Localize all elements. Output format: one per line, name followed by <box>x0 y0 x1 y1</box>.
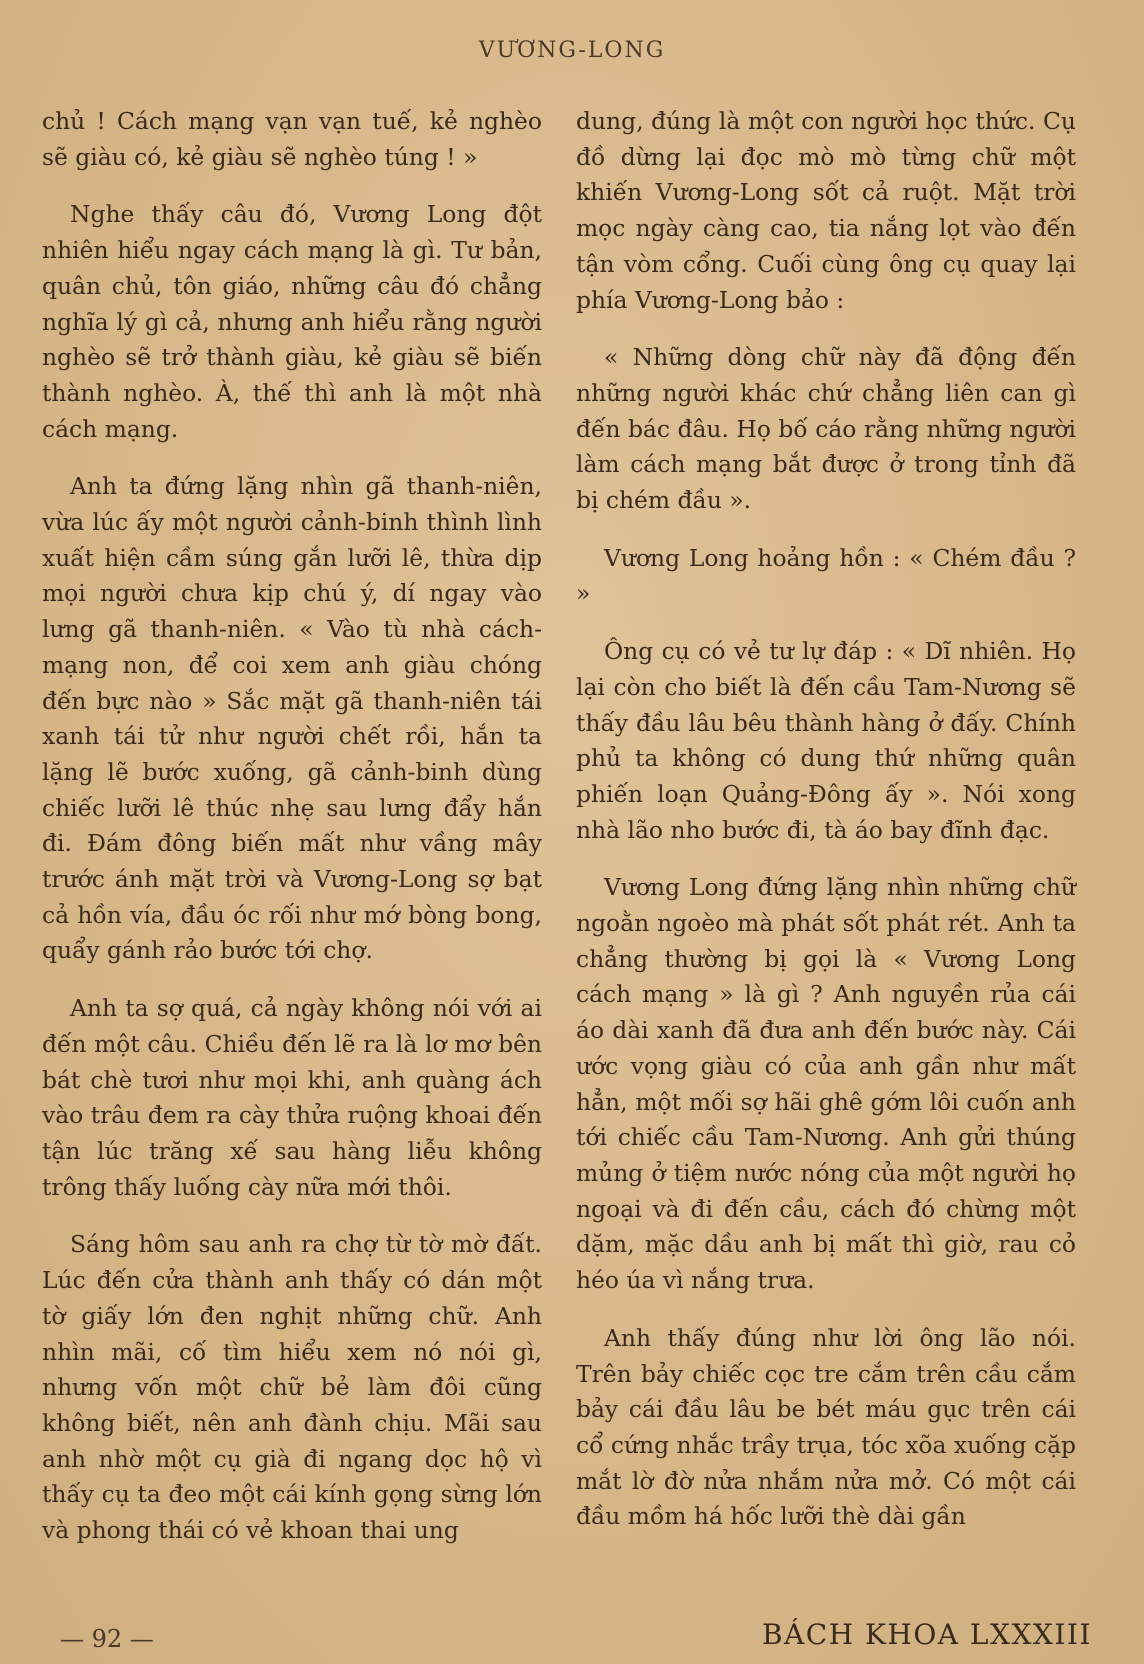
running-title: VƯƠNG-LONG <box>478 38 666 63</box>
paragraph: dung, đúng là một con người học thức. Cụ đồ dừng lại đọc mò mò từng chữ một khiến Vương-Long sốt cả ruột. Mặt trời mọc ngày càng cao, tia nắng lọt vào đến tận vòm cổng. Cuối cùng ông cụ quay lại phía Vương-Long bảo : <box>576 107 1076 314</box>
paragraph: Vương Long đứng lặng nhìn những chữ ngoằn ngoèo mà phát sốt phát rét. Anh ta chẳng thường bị gọi là « Vương Long cách mạng » là gì ? Anh nguyền rủa cái áo dài xanh đã đưa anh đến bước này. Cái ước vọng giàu có của anh gần như mất hẳn, một mối sợ hãi ghê gớm lôi cuốn anh tới chiếc cầu Tam-Nương. Anh gửi thúng mủng ở tiệm nước nóng của một người họ ngoại và đi đến cầu, cách đó chừng một dặm, mặc dầu anh bị mất thì giờ, rau cỏ héo úa vì nắng trưa. <box>576 873 1076 1295</box>
right-column <box>576 104 1076 1557</box>
paragraph: Sáng hôm sau anh ra chợ từ tờ mờ đất. Lúc đến cửa thành anh thấy có dán một tờ giấy lớn đen nghịt những chữ. Anh nhìn mãi, cố tìm hiểu xem nó nói gì, nhưng vốn một chữ bẻ làm đôi cũng không biết, nên anh đành chịu. Mãi sau anh nhờ một cụ già đi ngang dọc hộ vì thấy cụ ta đeo một cái kính gọng sừng lớn và phong thái có vẻ khoan thai ung <box>42 1230 542 1545</box>
journal-name: BÁCH KHOA LXXXIII <box>761 1618 1092 1651</box>
paragraph: Vương Long hoảng hồn : « Chém đầu ? » <box>576 543 1076 608</box>
paragraph: Anh ta đứng lặng nhìn gã thanh-niên, vừa lúc ấy một người cảnh-binh thình lình xuất hiện cầm súng gắn lưỡi lê, thừa dịp mọi người chưa kịp chú ý, dí ngay vào lưng gã thanh-niên. « Vào tù nhà cách-mạng non, để coi xem anh giàu chóng đến bực nào » Sắc mặt gã thanh-niên tái xanh tái tử như người chết rồi, hắn ta lặng lẽ bước xuống, gã cảnh-binh dùng chiếc lưỡi lê thúc nhẹ sau lưng đẩy hắn đi. Đám đông biến mất như vầng mây trước ánh mặt trời và Vương-Long sợ bạt cả hồn vía, đầu óc rối như mớ bòng bong, quẩy gánh rảo bước tới chợ. <box>42 472 542 965</box>
paragraph: Anh thấy đúng như lời ông lão nói. Trên bảy chiếc cọc tre cắm trên cầu cắm bảy cái đầu lâu be bét máu gục trên cái cổ cứng nhắc trầy trụa, tóc xõa xuống cặp mắt lờ đờ nửa nhắm nửa mở. Có một cái đầu mồm há hốc lưỡi thè dài gần <box>576 1323 1076 1531</box>
paragraph: Ông cụ có vẻ tư lự đáp : « Dĩ nhiên. Họ lại còn cho biết là đến cầu Tam-Nương sẽ thấy đầu lâu bêu thành hàng ở đấy. Chính phủ ta không có dung thứ những quân phiến loạn Quảng-Đông ấy ». Nói xong nhà lão nho bước đi, tà áo bay đĩnh đạc. <box>576 637 1076 844</box>
left-column <box>42 104 542 1571</box>
paragraph: chủ ! Cách mạng vạn vạn tuế, kẻ nghèo sẽ giàu có, kẻ giàu sẽ nghèo túng ! » <box>42 107 542 171</box>
page-number: — 92 — <box>60 1625 154 1653</box>
paragraph: Nghe thấy câu đó, Vương Long đột nhiên hiểu ngay cách mạng là gì. Tư bản, quân chủ, tôn giáo, những câu đó chẳng nghĩa lý gì cả, nhưng anh hiểu rằng người nghèo sẽ trở thành giàu, kẻ giàu sẽ biến thành nghèo. À, thế thì anh là một nhà cách mạng. <box>42 200 542 443</box>
paragraph: « Những dòng chữ này đã động đến những người khác chứ chẳng liên can gì đến bác đâu. Họ bố cáo rằng những người làm cách mạng bắt được ở trong tỉnh đã bị chém đầu ». <box>576 343 1076 515</box>
paragraph: Anh ta sợ quá, cả ngày không nói với ai đến một câu. Chiều đến lẽ ra là lơ mơ bên bát chè tươi như mọi khi, anh quàng ách vào trâu đem ra cày thửa ruộng khoai đến tận lúc trăng xế sau hàng liễu không trông thấy luống cày nữa mới thôi. <box>42 994 542 1201</box>
